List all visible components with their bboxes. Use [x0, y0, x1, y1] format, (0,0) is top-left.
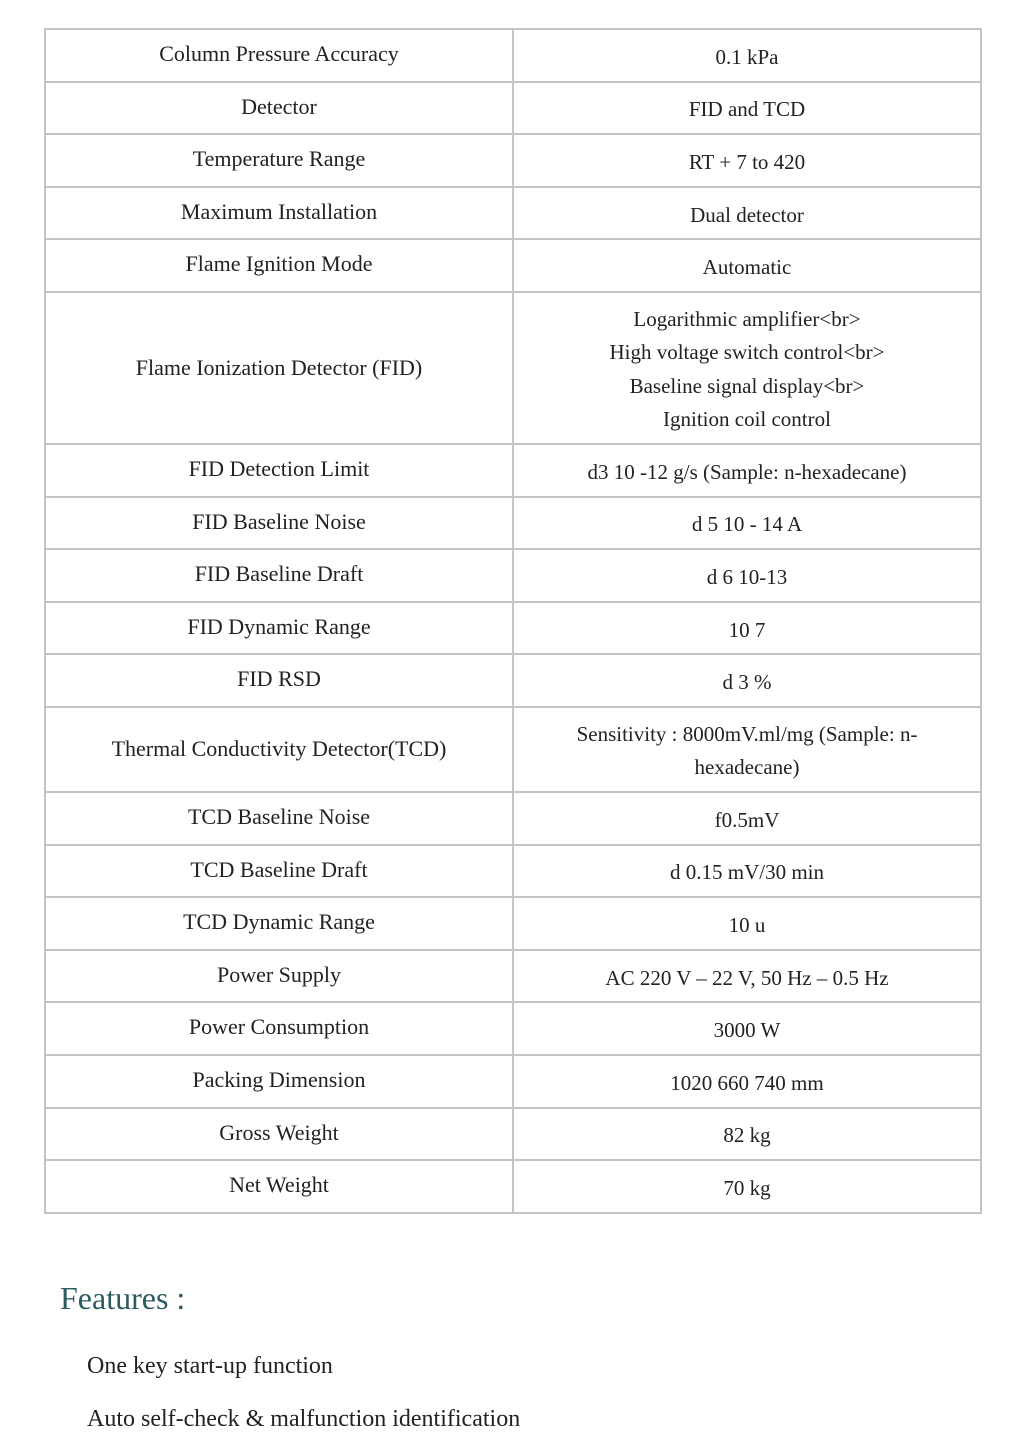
spec-value: 3000 W [513, 1002, 981, 1055]
spec-label: Power Supply [45, 950, 513, 1003]
spec-label: Temperature Range [45, 134, 513, 187]
spec-row [45, 444, 981, 497]
spec-row [45, 1160, 981, 1213]
spec-value-line: High voltage switch control<br> [609, 340, 885, 365]
spec-value: RT + 7 to 420 [513, 134, 981, 187]
spec-row [45, 897, 981, 950]
spec-label: Thermal Conductivity Detector(TCD) [45, 707, 513, 792]
spec-label: Net Weight [45, 1160, 513, 1213]
spec-row [45, 134, 981, 187]
spec-row [45, 187, 981, 240]
spec-value: d 5 10 - 14 A [513, 497, 981, 550]
feature-item: One key start-up function [87, 1353, 333, 1379]
spec-label: Packing Dimension [45, 1055, 513, 1108]
spec-row [45, 1002, 981, 1055]
spec-value: d 0.15 mV/30 min [513, 845, 981, 898]
spec-label: FID Baseline Draft [45, 549, 513, 602]
feature-item: Auto self-check & malfunction identification [87, 1406, 521, 1432]
spec-label: FID Dynamic Range [45, 602, 513, 655]
spec-label: FID Detection Limit [45, 444, 513, 497]
spec-value-line: Logarithmic amplifier<br> [633, 306, 861, 331]
spec-value: 1020 660 740 mm [513, 1055, 981, 1108]
spec-label: Gross Weight [45, 1108, 513, 1161]
spec-row [45, 497, 981, 550]
features-list [87, 1340, 520, 1446]
spec-value [513, 292, 981, 444]
spec-value: 0.1 kPa [513, 29, 981, 82]
spec-value: d3 10 -12 g/s (Sample: n-hexadecane) [513, 444, 981, 497]
spec-value: 70 kg [513, 1160, 981, 1213]
spec-label: Maximum Installation [45, 187, 513, 240]
spec-value-line: Baseline signal display<br> [629, 373, 865, 398]
specifications-table [44, 28, 982, 1214]
spec-label: TCD Baseline Noise [45, 792, 513, 845]
spec-value: 10 7 [513, 602, 981, 655]
spec-label: Power Consumption [45, 1002, 513, 1055]
spec-label: Detector [45, 82, 513, 135]
spec-label: FID Baseline Noise [45, 497, 513, 550]
spec-row [45, 1055, 981, 1108]
spec-row [45, 1108, 981, 1161]
spec-value: f0.5mV [513, 792, 981, 845]
spec-value: 82 kg [513, 1108, 981, 1161]
specifications-table-body [45, 29, 981, 1213]
spec-label: Flame Ignition Mode [45, 239, 513, 292]
spec-row [45, 950, 981, 1003]
spec-value: FID and TCD [513, 82, 981, 135]
spec-value: d 3 % [513, 654, 981, 707]
spec-label: Column Pressure Accuracy [45, 29, 513, 82]
spec-row [45, 707, 981, 792]
spec-row [45, 792, 981, 845]
spec-label: FID RSD [45, 654, 513, 707]
spec-value-line: hexadecane) [694, 755, 800, 780]
spec-value: 10 u [513, 897, 981, 950]
spec-row [45, 654, 981, 707]
spec-row [45, 292, 981, 444]
spec-row [45, 549, 981, 602]
spec-value-line: Ignition coil control [663, 407, 831, 432]
spec-value: Dual detector [513, 187, 981, 240]
spec-value: Automatic [513, 239, 981, 292]
spec-label: TCD Baseline Draft [45, 845, 513, 898]
spec-label: TCD Dynamic Range [45, 897, 513, 950]
spec-row [45, 82, 981, 135]
spec-value: AC 220 V – 22 V, 50 Hz – 0.5 Hz [513, 950, 981, 1003]
spec-row [45, 239, 981, 292]
spec-row [45, 845, 981, 898]
spec-value-line: Sensitivity : 8000mV.ml/mg (Sample: n- [576, 721, 918, 746]
features-heading: Features : [60, 1280, 186, 1316]
spec-label: Flame Ionization Detector (FID) [45, 292, 513, 444]
spec-row [45, 29, 981, 82]
spec-value [513, 707, 981, 792]
spec-row [45, 602, 981, 655]
spec-value: d 6 10-13 [513, 549, 981, 602]
